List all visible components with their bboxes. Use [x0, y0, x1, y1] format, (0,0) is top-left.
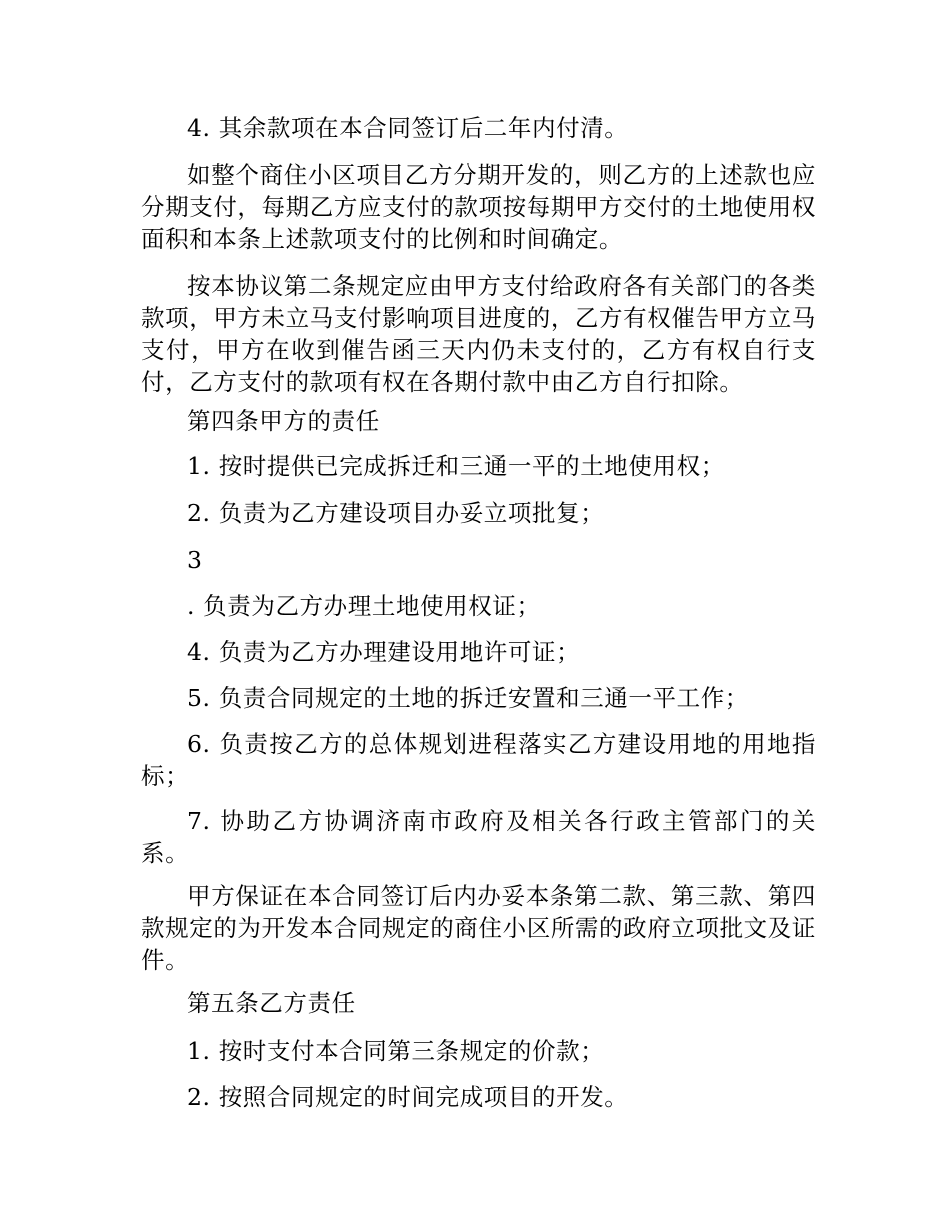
- list-item-party-a-5: 5. 负责合同规定的土地的拆迁安置和三通一平工作；: [187, 684, 749, 712]
- list-item-party-a-6: 6. 负责按乙方的总体规划进程落实乙方建设用地的用地指标；: [141, 730, 816, 790]
- list-item-party-b-2: 2. 按照合同规定的时间完成项目的开发。: [187, 1083, 629, 1111]
- list-item-party-a-3-number: 3: [187, 546, 203, 574]
- paragraph-installment-payment: 如整个商住小区项目乙方分期开发的，则乙方的上述款也应分期支付，每期乙方应支付的款项按每期甲方交付的土地使用权面积和本条上述款项支付的比例和时间确定。: [141, 161, 816, 253]
- heading-article-5: 第五条乙方责任: [187, 989, 356, 1017]
- paragraph-government-fees: 按本协议第二条规定应由甲方支付给政府各有关部门的各类款项，甲方未立马支付影响项目进度的，乙方有权催告甲方立马支付，甲方在收到催告函三天内仍未支付的，乙方有权自行支付，乙方支付的款项有权在各期付款中由乙方自行扣除。: [141, 272, 816, 396]
- list-item-party-a-2: 2. 负责为乙方建设项目办妥立项批复；: [187, 499, 605, 527]
- paragraph-payment-clause-4: 4. 其余款项在本合同签订后二年内付清。: [187, 114, 629, 142]
- list-item-party-a-3-text: . 负责为乙方办理土地使用权证；: [187, 592, 541, 620]
- paragraph-party-a-guarantee: 甲方保证在本合同签订后内办妥本条第二款、第三款、第四款规定的为开发本合同规定的商住小区所需的政府立项批文及证件。: [141, 882, 816, 974]
- list-item-party-b-1: 1. 按时支付本合同第三条规定的价款；: [187, 1037, 605, 1065]
- list-item-party-a-4: 4. 负责为乙方办理建设用地许可证；: [187, 638, 581, 666]
- list-item-party-a-7: 7. 协助乙方协调济南市政府及相关各行政主管部门的关系。: [141, 807, 816, 867]
- heading-article-4: 第四条甲方的责任: [187, 407, 380, 435]
- list-item-party-a-1: 1. 按时提供已完成拆迁和三通一平的土地使用权；: [187, 452, 725, 480]
